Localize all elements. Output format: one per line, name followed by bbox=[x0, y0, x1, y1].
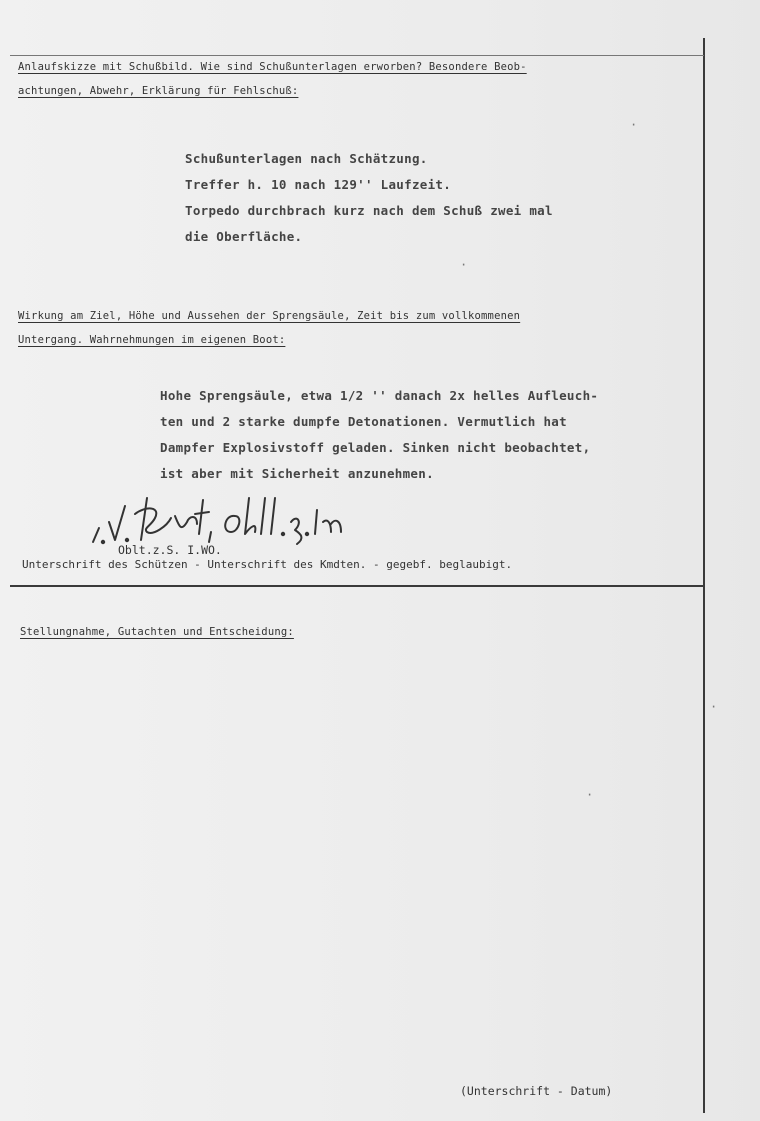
typed-officer-title: Oblt.z.S. I.WO. bbox=[118, 543, 222, 557]
footer-signature-date: (Unterschrift - Datum) bbox=[460, 1084, 613, 1098]
section2-heading-line2: Untergang. Wahrnehmungen im eigenen Boot: bbox=[18, 334, 286, 346]
section1-heading-line1: Anlaufskizze mit Schußbild. Wie sind Schußunterlagen erworben? Besondere Beob- bbox=[18, 61, 527, 73]
section1-body-line1: Schußunterlagen nach Schätzung. bbox=[185, 151, 428, 166]
stray-mark: · bbox=[630, 118, 638, 132]
section1-heading-line2: achtungen, Abwehr, Erklärung für Fehlschuß: bbox=[18, 85, 299, 97]
section1-body-line3: Torpedo durchbrach kurz nach dem Schuß zwei mal bbox=[185, 203, 553, 218]
section-divider bbox=[10, 585, 704, 587]
section2-body-line2: ten und 2 starke dumpfe Detonationen. Vermutlich hat bbox=[160, 414, 567, 429]
section2-body-line4: ist aber mit Sicherheit anzunehmen. bbox=[160, 466, 434, 481]
right-border-line bbox=[703, 38, 705, 1113]
section2-heading-line1: Wirkung am Ziel, Höhe und Aussehen der Sprengsäule, Zeit bis zum vollkommenen bbox=[18, 310, 521, 322]
stray-mark: · bbox=[460, 258, 468, 272]
section1-body-line4: die Oberfläche. bbox=[185, 229, 303, 244]
stray-mark: · bbox=[586, 788, 594, 802]
section1-body-line2: Treffer h. 10 nach 129'' Laufzeit. bbox=[185, 177, 452, 192]
signature-caption: Unterschrift des Schützen - Unterschrift des Kmdten. - gegebf. beglaubigt. bbox=[22, 558, 513, 571]
section3-heading: Stellungnahme, Gutachten und Entscheidung: bbox=[20, 626, 294, 638]
section2-body-line3: Dampfer Explosivstoff geladen. Sinken nicht beobachtet, bbox=[160, 440, 591, 455]
stray-mark: · bbox=[710, 700, 718, 714]
section2-body-line1: Hohe Sprengsäule, etwa 1/2 '' danach 2x helles Aufleuch- bbox=[160, 388, 599, 403]
